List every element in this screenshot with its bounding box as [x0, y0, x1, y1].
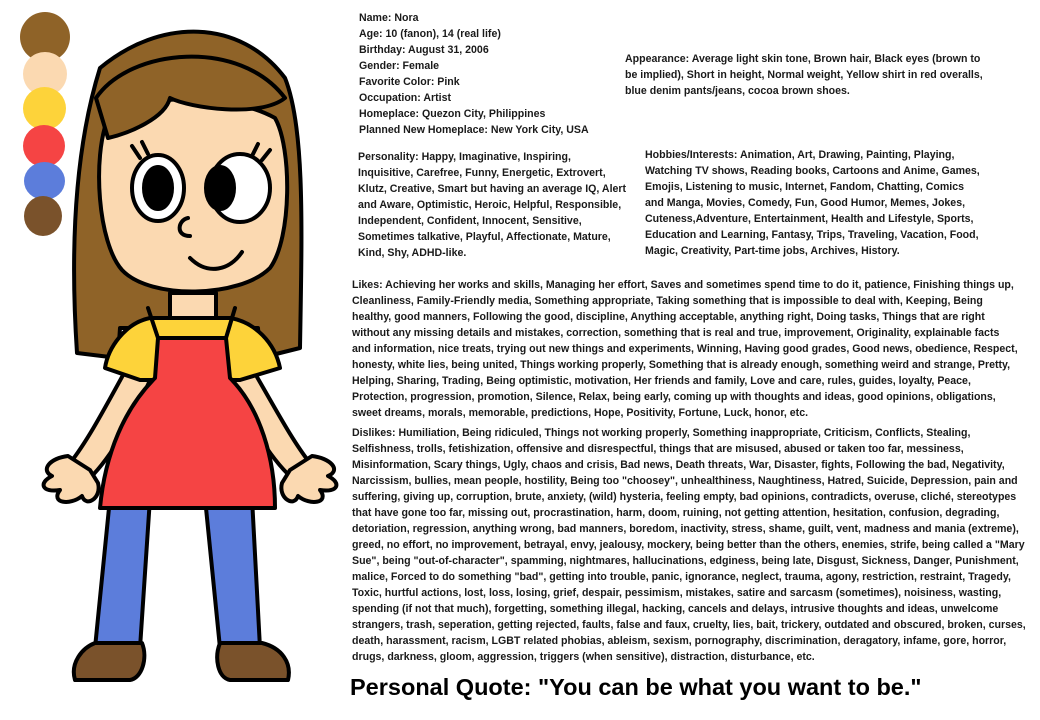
- right-leg: [205, 498, 260, 648]
- favorite-color-line: Favorite Color: Pink: [359, 76, 460, 88]
- dislikes-text: Dislikes: Humiliation, Being ridiculed, Things not working properly, Something inappropriate, Criticism, Conflicts, Stealing, Selfishness, trolls, fetishization, offensive and disrespectful, things that are misused, abused or taken too far, messiness, Misinformation, Scary things, Ugly, chaos and crisis, Bad news, Death threats, War, Disaster, fights, Following the bad, Negativity, Narcissism, bullies, mean people, hostility, Being too "choosey", unhealthiness, Naughtiness, Hatred, Suicide, Depression, pain and suffering, giving up, corruption, brute, anxiety, (wild) hysteria, feeling empty, bad opinions, contradicts, overuse, cliché, stereotypes that have gone too far, missing out, procrastination, harm, doom, ruining, not getting attention, hesitation, confusion, degrading, detoriation, regression, anything wrong, bad manners, boredom, inactivity, stress, shame, guilt, vent, madness and mania (extreme), greed, no effort, no improvement, betrayal, envy, jealousy, mockery, being better than the others, enemies, strife, being called a "Mary Sue", being "out-of-character", spamming, nightmares, hallucinations, edginess, being late, Disgust, Sickness, Danger, Punishment, malice, Forced to do something "bad", getting into trouble, panic, ignorance, neglect, trauma, agony, restriction, restraint, Tragedy, Toxic, hurtful actions, lost, loss, losing, grief, despair, pessimism, mistakes, satire and sarcasm (sometimes), noisiness, wasting, spending (if not that much), forgetting, something illegal, hacking, cancels and delays, intrusive thoughts and ideas, unwelcome strangers, trash, seperation, getting rejected, faults, false and faux, cruelty, lies, bait, trickery, outdated and obscured, broken, curses, death, harassment, racism, LGBT related phobias, ableism, sexism, pornography, discrimination, deragatory, infame, gore, horror, drugs, darkness, gloom, aggression, triggers (when sensitive), distraction, disturbance, etc.: [352, 427, 1026, 663]
- name-line: Name: Nora: [359, 12, 419, 24]
- right-shoe: [217, 643, 289, 680]
- left-shoe: [74, 643, 145, 680]
- planned-homeplace-line: Planned New Homeplace: New York City, USA: [359, 124, 589, 136]
- age-line: Age: 10 (fanon), 14 (real life): [359, 28, 501, 40]
- left-leg: [95, 498, 150, 648]
- homeplace-line: Homeplace: Quezon City, Philippines: [359, 108, 546, 120]
- hobbies-text: Hobbies/Interests: Animation, Art, Drawing, Painting, Playing, Watching TV shows, Reading books, Cartoons and Anime, Games, Emojis, Listening to music, Internet, Fandom, Chatting, Comics and Manga, Movies, Comedy, Fun, Good Humor, Memes, Jokes, Cuteness,Adventure, Entertainment, Health and Lifestyle, Sports, Education and Learning, Fantasy, Trips, Traveling, Vacation, Food, Magic, Creativity, Part-time jobs, Archives, History.: [645, 149, 980, 257]
- personality-text: Personality: Happy, Imaginative, Inspiring, Inquisitive, Carefree, Funny, Energetic, Extrovert, Klutz, Creative, Smart but having an average IQ, Alert and Aware, Optimistic, Heroic, Helpful, Responsible, Independent, Confident, Innocent, Sensitive, Sometimes talkative, Playful, Affectionate, Mature, Kind, Shy, ADHD-like.: [358, 151, 627, 259]
- appearance-text: Appearance: Average light skin tone, Brown hair, Black eyes (brown to be implied), Short in height, Normal weight, Yellow shirt in red overalls, blue denim pants/jeans, cocoa brown shoes.: [625, 53, 983, 97]
- likes-text: Likes: Achieving her works and skills, Managing her effort, Saves and sometimes spend time to do it, patience, Finishing things up, Cleanliness, Family-Friendly media, Something appropriate, Taking something that is impossible to deal with, Keeping, Being healthy, good manners, Following the good, discipline, Anything acceptable, anything right, Doing tasks, Things that are right without any missing details and mistakes, correction, something that is real and true, improvement, Originality, explainable facts and information, nice treats, trying out new things and experiments, Winning, Having good grades, Good news, obedience, Respect, honesty, white lies, being united, Things working properly, Something that is already enough, something weird and strange, Pretty, Helping, Sharing, Trading, Being optimistic, motivation, Her friends and family, Love and care, rules, guides, loyalty, Peace, Protection, progression, promotion, Silence, Relax, being early, coming up with thoughts and ideas, good opinions, obligations, sweet dreams, morals, memorable, predictions, Hope, Positivity, Fortune, Luck, honor, etc.: [352, 279, 1018, 419]
- birthday-line: Birthday: August 31, 2006: [359, 44, 489, 56]
- character-illustration: [30, 8, 340, 708]
- basic-info: [359, 10, 609, 138]
- personal-quote: Personal Quote: "You can be what you want to be.": [350, 674, 922, 700]
- occupation-line: Occupation: Artist: [359, 92, 452, 104]
- gender-line: Gender: Female: [359, 60, 440, 72]
